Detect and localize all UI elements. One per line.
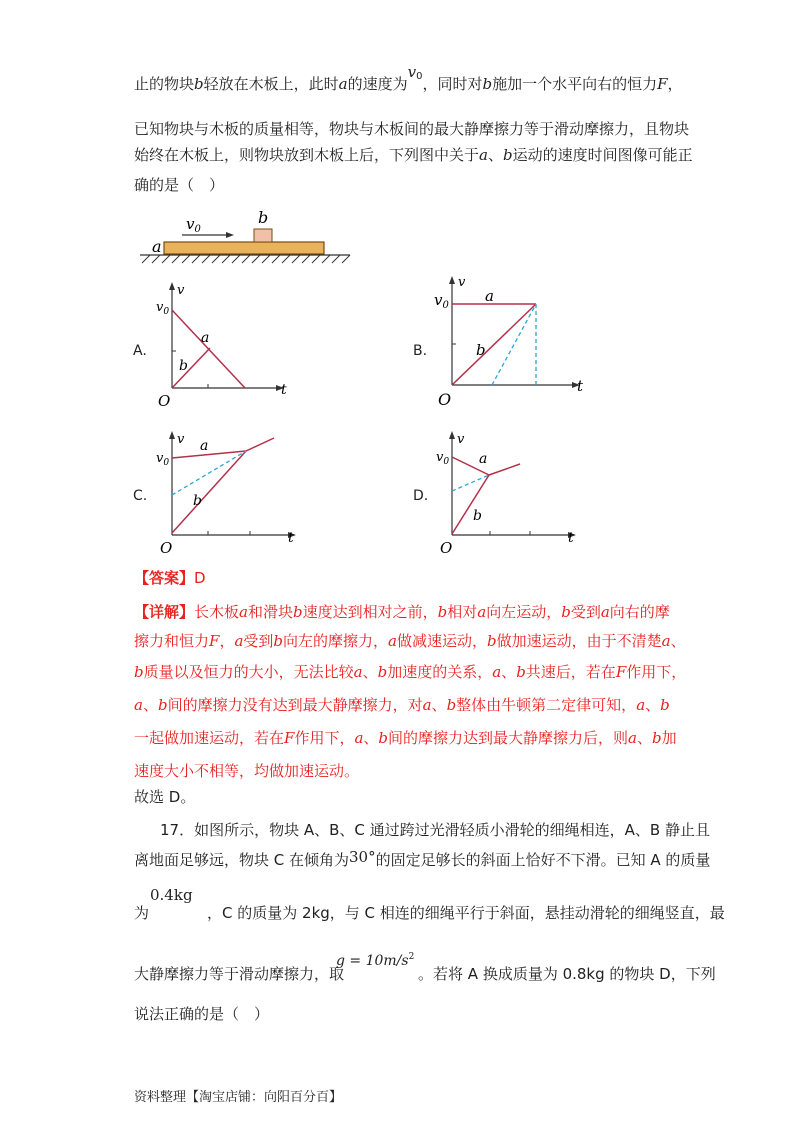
intro-line-1: 止的物块b轻放在木板上，此时a的速度为$v^0$，同时对b施加一个水平向右的恒力F， <box>134 63 683 93</box>
graph-c-t: t <box>288 530 294 546</box>
graph-d-label-b: b <box>473 508 482 524</box>
graph-b <box>428 270 588 410</box>
graph-c-label-b: b <box>193 493 202 509</box>
detail-line-1: 【详解】长木板a和滑块b速度达到相对之前，b相对a向左运动，b受到a向右的摩 <box>134 603 670 621</box>
q17-line-4: 大静摩擦力等于滑动摩擦力，取 。若将 A 换成质量为 0.8kg 的物块 D，下列 <box>134 965 716 983</box>
answer-line: 【答案】D <box>134 569 206 587</box>
option-d-label: D. <box>413 488 429 504</box>
graph-c-label-a: a <box>200 438 209 454</box>
graph-d-t: t <box>568 530 574 546</box>
intro-line-3: 始终在木板上，则物块放到木板上后，下列图中关于a、b运动的速度时间图像可能正 <box>134 146 693 164</box>
board-a <box>164 242 324 254</box>
graph-d <box>428 425 588 555</box>
option-c-label: C. <box>133 488 148 504</box>
graph-c-origin: O <box>160 539 173 555</box>
graph-a-label-a: a <box>201 330 210 346</box>
graph-c-line-b <box>172 451 246 533</box>
q17-line-1: 17．如图所示，物块 A、B、C 通过跨过光滑轻质小滑轮的细绳相连，A、B 静止且 <box>160 821 710 839</box>
graph-c <box>150 425 310 555</box>
graph-d-v0: $v_0$ <box>436 450 450 467</box>
graph-d-line-b <box>452 475 489 534</box>
option-b-label: B. <box>413 343 428 359</box>
graph-b-v0: $v_0$ <box>434 291 449 311</box>
setup-figure <box>130 205 360 270</box>
setup-b-label: b <box>258 208 269 227</box>
velocity-arrow-head <box>226 232 234 238</box>
block-b <box>254 229 272 242</box>
graph-b-dashed-slope <box>492 304 536 385</box>
graph-d-origin: O <box>440 539 453 555</box>
graph-a-t: t <box>281 382 287 398</box>
conclusion: 故选 D。 <box>134 788 196 806</box>
detail-line-3: b质量以及恒力的大小，无法比较a、b加速度的关系，a、b共速后，若在F作用下， <box>134 663 687 681</box>
graph-c-line-shared <box>246 438 274 451</box>
graph-a <box>150 278 300 413</box>
graph-a-label-b: b <box>179 358 188 374</box>
graph-c-v: v <box>177 432 185 447</box>
graph-d-v: v <box>457 432 465 447</box>
q17-g-value: $g = 10m/s^2$ <box>336 952 415 969</box>
detail-line-5: 一起做加速运动，若在F作用下，a、b间的摩擦力达到最大静摩擦力后，则a、b加 <box>134 729 677 747</box>
graph-b-origin: O <box>438 390 452 409</box>
graph-a-line-b <box>172 348 210 388</box>
graph-d-label-a: a <box>479 451 488 467</box>
setup-a-label: a <box>152 237 162 256</box>
intro-line-4: 确的是（ ） <box>134 176 225 194</box>
detail-line-4: a、b间的摩擦力没有达到最大静摩擦力，对a、b整体由牛顿第二定律可知，a、b <box>134 696 670 714</box>
graph-a-v0: $v_0$ <box>156 300 170 317</box>
graph-a-v: v <box>177 283 185 298</box>
graph-b-t: t <box>577 377 584 395</box>
ground-hatch <box>142 255 350 263</box>
graph-b-label-b: b <box>476 341 486 359</box>
q17-line-3: 为 ，C 的质量为 2kg，与 C 相连的细绳平行于斜面，悬挂动滑轮的细绳竖直，最 <box>134 904 725 922</box>
intro-line-2: 已知物块与木板的质量相等，物块与木板间的最大静摩擦力等于滑动摩擦力，且物块 <box>134 120 690 138</box>
setup-v0-label: $v_0$ <box>186 215 201 235</box>
detail-line-2: 擦力和恒力F，a受到b向左的摩擦力，a做减速运动，b做加速运动，由于不清楚a、 <box>134 632 686 650</box>
q17-mass: 0.4kg <box>150 886 193 904</box>
graph-d-line-shared <box>489 464 520 475</box>
option-a-label: A. <box>133 343 147 359</box>
graph-a-origin: O <box>158 392 171 410</box>
graph-c-v0: $v_0$ <box>156 451 170 468</box>
detail-line-6: 速度大小不相等，均做加速运动。 <box>134 762 360 780</box>
graph-b-label-a: a <box>485 287 494 305</box>
q17-line-2: 离地面足够远，物块 C 在倾角为30°的固定足够长的斜面上恰好不下滑。已知 A 的质量 <box>134 848 711 869</box>
footer-text: 资料整理【淘宝店铺：向阳百分百】 <box>134 1090 343 1105</box>
graph-b-v: v <box>458 275 466 290</box>
graph-b-line-b <box>452 304 536 385</box>
q17-line-5: 说法正确的是（ ） <box>134 1005 270 1023</box>
